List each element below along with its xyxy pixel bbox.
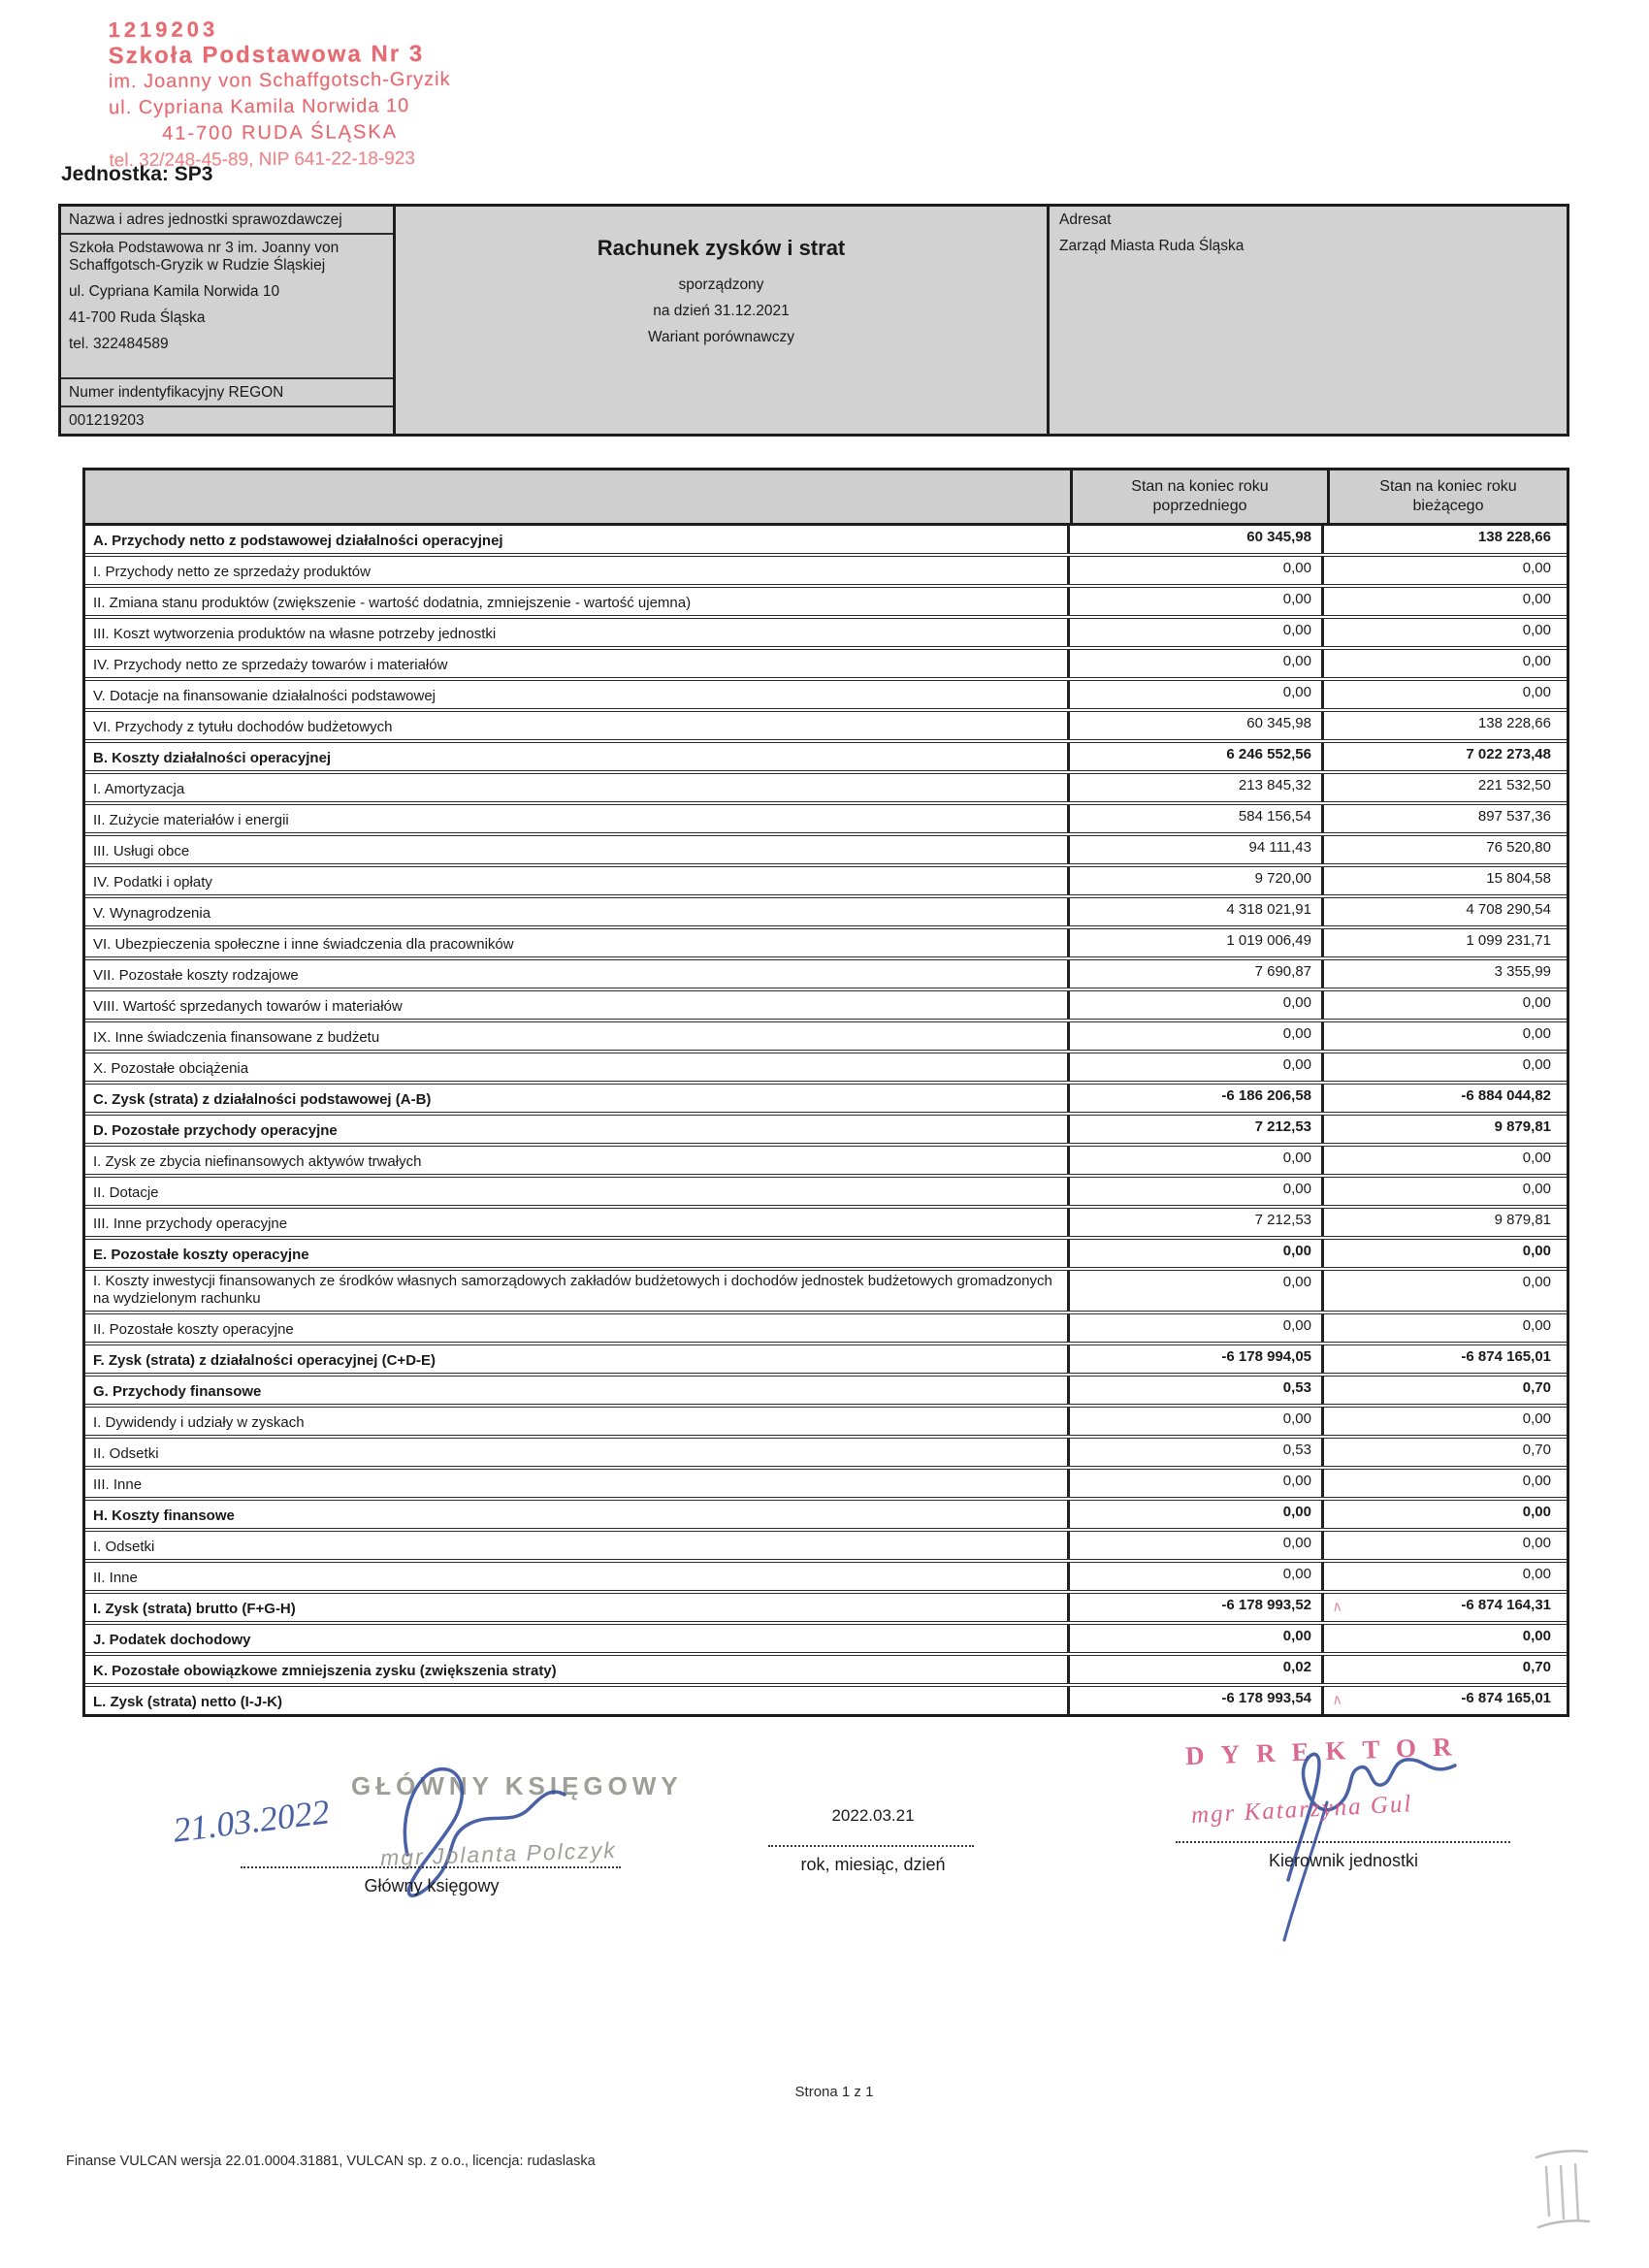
row-value-current [1324,1345,1561,1373]
previous-amount: 213 845,32 [1238,777,1311,794]
table-row [85,836,1567,867]
row-label: I. Dywidendy i udziały w zyskach [85,1408,1070,1435]
director-stamp-title: DYREKTOR [1184,1731,1469,1771]
current-amount: 3 355,99 [1494,963,1551,980]
row-label: VII. Pozostałe koszty rodzajowe [85,960,1070,988]
previous-amount: 0,00 [1282,622,1311,638]
current-amount: -6 874 165,01 [1461,1690,1551,1706]
regon-label: Numer indentyfikacyjny REGON [61,379,393,407]
previous-amount: 0,00 [1282,1274,1311,1290]
table-row [85,588,1567,619]
current-amount: -6 884 044,82 [1461,1087,1551,1104]
current-amount: 0,00 [1522,1566,1551,1582]
row-label: I. Zysk ze zbycia niefinansowych aktywów trwałych [85,1147,1070,1174]
table-row [85,526,1567,557]
pencil-tally-mark [1531,2142,1599,2234]
previous-amount: 9 720,00 [1254,870,1311,887]
row-value-previous [1070,1022,1324,1050]
stamp-phone-nip: tel. 32/248-45-89, NIP 641-22-18-923 [109,148,416,172]
stamp-number: 1219203 [108,16,219,43]
row-value-current [1324,929,1561,956]
row-value-previous [1070,681,1324,708]
chief-accountant-role-label: Główny księgowy [364,1876,500,1895]
previous-amount: 60 345,98 [1246,715,1311,731]
table-row [85,1209,1567,1240]
row-label: III. Inne [85,1470,1070,1497]
reporting-unit-address [61,235,393,379]
row-label: I. Koszty inwestycji finansowanych ze środków własnych samorządowych zakładów budżetowych i dochodów jednostek budżetowych gromadzonych na wydzielonym rachunku [85,1271,1070,1311]
row-value-current [1324,712,1561,739]
row-label: D. Pozostałe przychody operacyjne [85,1116,1070,1143]
table-row [85,1656,1567,1687]
row-value-current [1324,1470,1561,1497]
current-amount: 0,00 [1522,1181,1551,1197]
current-amount: 9 879,81 [1494,1118,1551,1135]
row-value-current [1324,557,1561,584]
row-label: I. Przychody netto ze sprzedaży produktów [85,557,1070,584]
previous-amount: 60 345,98 [1246,529,1311,545]
current-amount: 0,00 [1522,994,1551,1011]
current-amount: 15 804,58 [1486,870,1551,887]
stamp-city: 41-700 RUDA ŚLĄSKA [162,121,399,145]
header-previous-line2: poprzedniego [1152,498,1247,514]
row-label: E. Pozostałe koszty operacyjne [85,1240,1070,1267]
row-label: X. Pozostałe obciążenia [85,1053,1070,1081]
previous-amount: 7 690,87 [1254,963,1311,980]
row-label: III. Koszt wytworzenia produktów na własne potrzeby jednostki [85,619,1070,646]
previous-amount: -6 178 994,05 [1221,1348,1311,1365]
current-amount: 0,00 [1522,622,1551,638]
current-amount: 0,00 [1522,1056,1551,1073]
table-row [85,1532,1567,1563]
table-row [85,1053,1567,1085]
previous-amount: 0,00 [1282,1150,1311,1166]
director-role-label: Kierownik jednostki [1268,1851,1419,1870]
row-value-current [1324,1377,1561,1404]
reporting-unit-cell [61,207,396,434]
row-value-current [1324,1178,1561,1205]
row-value-current [1324,1625,1561,1652]
row-value-previous [1070,991,1324,1019]
row-value-previous [1070,1656,1324,1683]
unit-name: Szkoła Podstawowa nr 3 im. Joanny von Schaffgotsch-Gryzik w Rudzie Śląskiej [69,240,340,274]
row-label: B. Koszty działalności operacyjnej [85,743,1070,770]
row-label: J. Podatek dochodowy [85,1625,1070,1652]
row-value-previous [1070,1377,1324,1404]
unit-label: Jednostka: SP3 [61,163,213,185]
current-amount: 138 228,66 [1477,529,1551,545]
row-value-current [1324,1563,1561,1590]
row-value-current [1324,805,1561,832]
previous-amount: 0,00 [1282,1504,1311,1520]
row-value-previous [1070,1314,1324,1342]
stamp-street: ul. Cypriana Kamila Norwida 10 [109,95,410,119]
addressee-label: Adresat [1059,211,1112,228]
director-stamp-name: mgr Katarzyna Gul [1190,1791,1413,1829]
table-row [85,991,1567,1022]
current-amount: 0,70 [1522,1659,1551,1675]
row-value-previous [1070,1501,1324,1528]
previous-amount: 0,53 [1282,1379,1311,1396]
table-row [85,1147,1567,1178]
row-label: II. Zużycie materiałów i energii [85,805,1070,832]
chief-accountant-stamp-name: mgr Jolanta Polczyk [379,1836,618,1871]
row-label: III. Inne przychody operacyjne [85,1209,1070,1236]
row-value-current [1324,1085,1561,1112]
current-amount: 0,00 [1522,1473,1551,1489]
row-label: VIII. Wartość sprzedanych towarów i materiałów [85,991,1070,1019]
report-date: na dzień 31.12.2021 [653,303,790,319]
row-value-current [1324,1271,1561,1311]
current-amount: 897 537,36 [1477,808,1551,825]
table-row [85,1594,1567,1625]
previous-amount: 0,00 [1282,994,1311,1011]
previous-amount: 0,00 [1282,1535,1311,1551]
previous-amount: 584 156,54 [1238,808,1311,825]
row-label: L. Zysk (strata) netto (I-J-K) [85,1687,1070,1714]
row-value-current [1324,1116,1561,1143]
previous-amount: 7 212,53 [1254,1118,1311,1135]
row-value-current [1324,867,1561,894]
row-label: V. Wynagrodzenia [85,898,1070,925]
previous-amount: 0,00 [1282,1410,1311,1427]
row-label: I. Odsetki [85,1532,1070,1559]
row-value-current [1324,836,1561,863]
report-header-table [58,204,1569,437]
row-label: H. Koszty finansowe [85,1501,1070,1528]
previous-amount: 0,00 [1282,653,1311,669]
row-value-previous [1070,1408,1324,1435]
row-value-previous [1070,619,1324,646]
table-row [85,1439,1567,1470]
row-label: I. Amortyzacja [85,774,1070,801]
row-value-previous [1070,743,1324,770]
current-amount: 138 228,66 [1477,715,1551,731]
table-row [85,743,1567,774]
previous-amount: 0,00 [1282,1317,1311,1334]
regon-value: 001219203 [69,412,145,429]
table-row [85,1687,1567,1714]
row-label: F. Zysk (strata) z działalności operacyjnej (C+D-E) [85,1345,1070,1373]
current-amount: -6 874 165,01 [1461,1348,1551,1365]
row-value-current [1324,960,1561,988]
reporting-unit-title: Nazwa i adres jednostki sprawozdawczej [61,207,393,235]
table-row [85,1563,1567,1594]
table-row [85,1377,1567,1408]
previous-amount: 0,00 [1282,1243,1311,1259]
addressee-cell [1050,207,1567,434]
row-value-previous [1070,650,1324,677]
header-current-line2: bieżącego [1412,498,1484,514]
row-value-previous [1070,526,1324,553]
current-amount: 0,00 [1522,1628,1551,1644]
row-value-previous [1070,1532,1324,1559]
row-value-previous [1070,1687,1324,1714]
row-value-previous [1070,588,1324,615]
row-value-previous [1070,774,1324,801]
row-label: III. Usługi obce [85,836,1070,863]
row-value-previous [1070,557,1324,584]
stamp-patron: im. Joanny von Schaffgotsch-Gryzik [108,68,451,93]
table-row [85,1408,1567,1439]
row-value-current [1324,774,1561,801]
row-label: V. Dotacje na finansowanie działalności podstawowej [85,681,1070,708]
current-amount: 0,00 [1522,1243,1551,1259]
current-amount: 0,00 [1522,560,1551,576]
row-value-current [1324,898,1561,925]
header-previous-year [1073,470,1330,523]
table-header-row [85,470,1567,526]
current-amount: 76 520,80 [1486,839,1551,856]
unit-phone: tel. 322484589 [69,336,169,352]
row-value-current [1324,1656,1561,1683]
row-value-current [1324,1147,1561,1174]
row-label: G. Przychody finansowe [85,1377,1070,1404]
previous-amount: 1 019 006,49 [1226,932,1311,949]
row-value-previous [1070,1053,1324,1081]
previous-amount: 7 212,53 [1254,1212,1311,1228]
previous-amount: 0,00 [1282,684,1311,700]
table-row [85,557,1567,588]
row-value-previous [1070,1116,1324,1143]
current-amount: 221 532,50 [1477,777,1551,794]
row-value-previous [1070,960,1324,988]
row-label: K. Pozostałe obowiązkowe zmniejszenia zysku (zwiększenia straty) [85,1656,1070,1683]
previous-amount: 0,00 [1282,591,1311,607]
row-label: II. Zmiana stanu produktów (zwiększenie - wartość dodatnia, zmniejszenie - wartość ujemna) [85,588,1070,615]
report-subtitle-1: sporządzony [678,276,764,293]
row-label: I. Zysk (strata) brutto (F+G-H) [85,1594,1070,1621]
current-amount: 4 708 290,54 [1466,901,1551,918]
table-row [85,1271,1567,1314]
row-value-previous [1070,1240,1324,1267]
row-label: IV. Przychody netto ze sprzedaży towarów i materiałów [85,650,1070,677]
pl-table-rows [85,526,1567,1714]
row-value-previous [1070,1178,1324,1205]
current-amount: 0,00 [1522,1317,1551,1334]
current-amount: 0,00 [1522,1535,1551,1551]
signature-dotted-line [241,1843,621,1868]
current-amount: 7 022 273,48 [1466,746,1551,762]
unit-city: 41-700 Ruda Śląska [69,309,206,326]
previous-amount: 0,00 [1282,1566,1311,1582]
row-label: II. Pozostałe koszty operacyjne [85,1314,1070,1342]
row-value-previous [1070,836,1324,863]
table-row [85,1625,1567,1656]
row-value-current [1324,1240,1561,1267]
row-value-previous [1070,1563,1324,1590]
previous-amount: 0,00 [1282,560,1311,576]
row-value-current [1324,1687,1561,1714]
row-value-previous [1070,1209,1324,1236]
row-label: IX. Inne świadczenia finansowane z budżetu [85,1022,1070,1050]
chief-accountant-stamp-title: GŁÓWNY KSIĘGOWY [351,1771,683,1800]
current-amount: 0,00 [1522,1274,1551,1290]
header-previous-line1: Stan na koniec roku [1131,478,1269,495]
row-value-previous [1070,1345,1324,1373]
table-row [85,650,1567,681]
row-value-previous [1070,898,1324,925]
table-row [85,1345,1567,1377]
row-label: C. Zysk (strata) z działalności podstawowej (A-B) [85,1085,1070,1112]
profit-loss-table [82,468,1569,1717]
table-row [85,929,1567,960]
previous-amount: 0,53 [1282,1442,1311,1458]
previous-amount: 0,00 [1282,1181,1311,1197]
current-amount: 1 099 231,71 [1466,932,1551,949]
row-label: II. Dotacje [85,1178,1070,1205]
row-label: IV. Podatki i opłaty [85,867,1070,894]
row-value-previous [1070,1439,1324,1466]
row-value-current [1324,526,1561,553]
table-row [85,774,1567,805]
previous-amount: 94 111,43 [1248,839,1311,856]
header-current-line1: Stan na koniec roku [1379,478,1517,495]
report-signature-date: 2022.03.21 [831,1806,915,1825]
previous-amount: 0,02 [1282,1659,1311,1675]
row-value-previous [1070,1470,1324,1497]
row-value-previous [1070,1147,1324,1174]
addressee-value: Zarząd Miasta Ruda Śląska [1059,238,1245,254]
header-current-year [1330,470,1567,523]
row-value-current [1324,1314,1561,1342]
stamp-school-name: Szkoła Podstawowa Nr 3 [108,40,425,70]
current-amount: 0,70 [1522,1379,1551,1396]
pen-mark: ∧ [1331,1598,1343,1616]
table-row [85,1116,1567,1147]
row-value-current [1324,1532,1561,1559]
table-row [85,1085,1567,1116]
current-amount: 9 879,81 [1494,1212,1551,1228]
row-value-current [1324,650,1561,677]
table-row [85,867,1567,898]
row-value-previous [1070,1271,1324,1311]
row-label: VI. Przychody z tytułu dochodów budżetowych [85,712,1070,739]
header-empty-cell [85,470,1073,523]
table-row [85,1240,1567,1271]
previous-amount: -6 178 993,54 [1221,1690,1311,1706]
previous-amount: 0,00 [1282,1628,1311,1644]
current-amount: 0,00 [1522,684,1551,700]
row-value-previous [1070,929,1324,956]
row-value-previous [1070,1625,1324,1652]
current-amount: 0,00 [1522,1504,1551,1520]
current-amount: 0,00 [1522,1150,1551,1166]
school-stamp [108,15,451,174]
report-variant: Wariant porównawczy [647,329,795,345]
director-dotted-line [1176,1820,1510,1843]
app-version-info: Finanse VULCAN wersja 22.01.0004.31881, VULCAN sp. z o.o., licencja: rudaslaska [66,2154,596,2169]
previous-amount: 4 318 021,91 [1226,901,1311,918]
row-value-previous [1070,805,1324,832]
row-value-current [1324,1439,1561,1466]
row-value-current [1324,1022,1561,1050]
previous-amount: 0,00 [1282,1056,1311,1073]
table-row [85,1022,1567,1053]
previous-amount: -6 186 206,58 [1221,1087,1311,1104]
table-row [85,960,1567,991]
current-amount: 0,00 [1522,591,1551,607]
previous-amount: -6 178 993,52 [1221,1597,1311,1613]
pen-mark: ∧ [1331,1691,1343,1709]
current-amount: 0,00 [1522,1025,1551,1042]
row-value-current [1324,681,1561,708]
table-row [85,805,1567,836]
row-value-current [1324,1053,1561,1081]
unit-street: ul. Cypriana Kamila Norwida 10 [69,283,280,300]
row-value-previous [1070,867,1324,894]
row-label: II. Inne [85,1563,1070,1590]
handwritten-date: 21.03.2022 [171,1792,332,1850]
table-row [85,1178,1567,1209]
current-amount: -6 874 164,31 [1461,1597,1551,1613]
row-value-current [1324,1501,1561,1528]
row-value-previous [1070,1085,1324,1112]
row-value-current [1324,743,1561,770]
previous-amount: 0,00 [1282,1473,1311,1489]
table-row [85,619,1567,650]
row-value-current [1324,991,1561,1019]
row-value-previous [1070,1594,1324,1621]
row-value-current [1324,1594,1561,1621]
page-number: Strona 1 z 1 [794,2084,874,2100]
row-value-current [1324,588,1561,615]
row-value-previous [1070,712,1324,739]
report-title: Rachunek zysków i strat [597,236,846,260]
row-value-current [1324,1408,1561,1435]
current-amount: 0,70 [1522,1442,1551,1458]
row-value-current [1324,619,1561,646]
table-row [85,1501,1567,1532]
row-label: II. Odsetki [85,1439,1070,1466]
row-value-current [1324,1209,1561,1236]
date-dotted-line [768,1824,974,1847]
current-amount: 0,00 [1522,1410,1551,1427]
table-row [85,1314,1567,1345]
report-title-cell [396,207,1050,434]
table-row [85,1470,1567,1501]
table-row [85,898,1567,929]
row-label: A. Przychody netto z podstawowej działalności operacyjnej [85,526,1070,553]
previous-amount: 0,00 [1282,1025,1311,1042]
current-amount: 0,00 [1522,653,1551,669]
date-caption: rok, miesiąc, dzień [800,1855,946,1874]
table-row [85,712,1567,743]
table-row [85,681,1567,712]
previous-amount: 6 246 552,56 [1226,746,1311,762]
row-label: VI. Ubezpieczenia społeczne i inne świadczenia dla pracowników [85,929,1070,956]
